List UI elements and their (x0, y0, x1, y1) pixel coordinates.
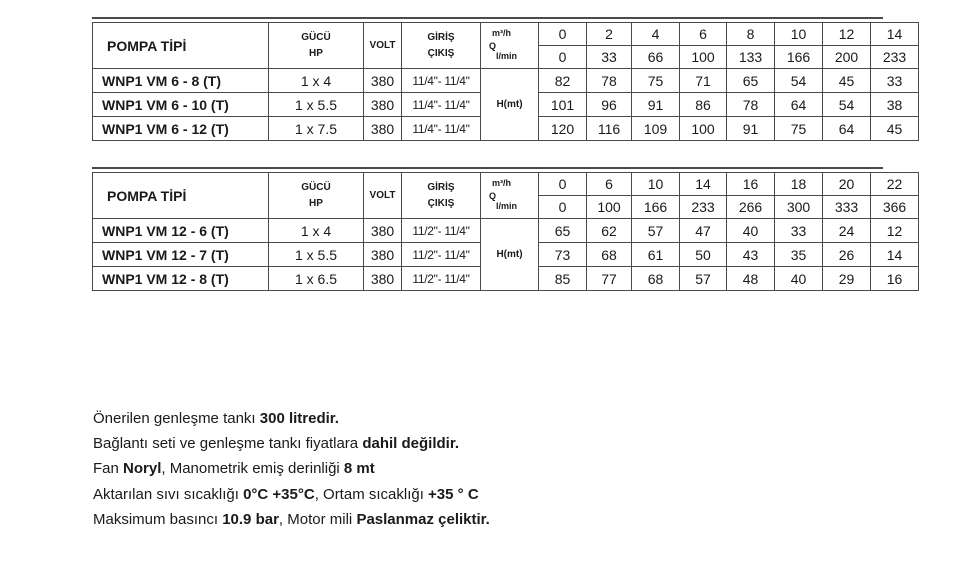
head-value-cell: 57 (680, 267, 727, 291)
flow-m3h-cell: 6 (587, 173, 632, 196)
connection-cell: 11/2"- 11/4" (402, 219, 481, 243)
head-value-cell: 45 (823, 69, 871, 93)
flow-lmin-cell: 100 (587, 196, 632, 219)
head-value-cell: 65 (727, 69, 775, 93)
head-value-cell: 100 (680, 117, 727, 141)
giris-cikis-header (402, 23, 481, 69)
head-value-cell: 33 (775, 219, 823, 243)
head-value-cell: 33 (871, 69, 919, 93)
q-label: Q (489, 190, 497, 201)
power-cell: 1 x 5.5 (269, 243, 364, 267)
head-value-cell: 64 (823, 117, 871, 141)
note-emphasis: 300 litredir. (259, 410, 339, 427)
giris-label: GİRİŞ (427, 31, 455, 43)
note-line (93, 456, 490, 481)
head-value-cell: 68 (632, 267, 680, 291)
head-value-cell: 24 (823, 219, 871, 243)
note-text: Bağlantı seti ve genleşme tankı fiyatlara (93, 435, 363, 453)
flow-lmin-cell: 233 (680, 196, 727, 219)
note-line (93, 431, 490, 456)
head-value-cell: 43 (727, 243, 775, 267)
pompa-tipi-header: POMPA TİPİ (93, 23, 269, 69)
head-value-cell: 85 (539, 267, 587, 291)
head-value-cell: 29 (823, 267, 871, 291)
volt-header: VOLT (364, 23, 402, 69)
model-cell: WNP1 VM 12 - 6 (T) (93, 219, 269, 243)
table-row (93, 69, 919, 93)
head-value-cell: 54 (823, 93, 871, 117)
note-emphasis: +35 ° C (428, 485, 479, 503)
head-value-cell: 116 (587, 117, 632, 141)
head-value-cell: 61 (632, 243, 680, 267)
connection-cell: 11/2"- 11/4" (402, 267, 481, 291)
flow-lmin-cell: 0 (539, 46, 587, 69)
note-text: Önerilen genleşme tankı (93, 410, 260, 427)
flow-m3h-cell: 14 (871, 23, 919, 46)
note-emphasis: dahil değildir. (362, 435, 459, 453)
unit-lmin: l/min (496, 200, 518, 211)
head-value-cell: 78 (727, 93, 775, 117)
head-value-cell: 16 (871, 267, 919, 291)
giris-label: GİRİŞ (427, 181, 455, 193)
flow-m3h-cell: 8 (727, 23, 775, 46)
connection-cell: 11/4"- 11/4" (402, 69, 481, 93)
flow-m3h-cell: 12 (823, 23, 871, 46)
head-value-cell: 71 (680, 69, 727, 93)
head-value-cell: 26 (823, 243, 871, 267)
volt-cell: 380 (364, 69, 402, 93)
note-emphasis: Noryl (123, 460, 162, 478)
pompa-tipi-header: POMPA TİPİ (93, 173, 269, 219)
head-value-cell: 35 (775, 243, 823, 267)
note-text: Fan (93, 460, 124, 478)
table-1-top-rule (92, 17, 883, 19)
note-text: , Manometrik emiş derinliği (161, 460, 344, 478)
head-value-cell: 96 (587, 93, 632, 117)
pump-table-1-wrap (92, 17, 907, 141)
flow-unit-header (481, 173, 539, 219)
flow-lmin-cell: 233 (871, 46, 919, 69)
volt-cell: 380 (364, 117, 402, 141)
flow-lmin-cell: 100 (680, 46, 727, 69)
cikis-label: ÇIKIŞ (427, 47, 455, 59)
head-value-cell: 73 (539, 243, 587, 267)
giris-cikis-header (402, 173, 481, 219)
note-emphasis: 10.9 bar (222, 510, 279, 528)
flow-m3h-cell: 4 (632, 23, 680, 46)
head-value-cell: 54 (775, 69, 823, 93)
flow-lmin-cell: 133 (727, 46, 775, 69)
head-value-cell: 78 (587, 69, 632, 93)
power-cell: 1 x 4 (269, 219, 364, 243)
head-value-cell: 40 (727, 219, 775, 243)
head-value-cell: 68 (587, 243, 632, 267)
power-cell: 1 x 4 (269, 69, 364, 93)
table-row (93, 219, 919, 243)
hp-label: HP (309, 47, 323, 59)
flow-unit-header (481, 23, 539, 69)
flow-lmin-cell: 33 (587, 46, 632, 69)
head-value-cell: 62 (587, 219, 632, 243)
flow-m3h-cell: 6 (680, 23, 727, 46)
head-value-cell: 50 (680, 243, 727, 267)
model-cell: WNP1 VM 12 - 8 (T) (93, 267, 269, 291)
connection-cell: 11/4"- 11/4" (402, 93, 481, 117)
unit-m3h: m³/h (492, 27, 511, 38)
power-cell: 1 x 7.5 (269, 117, 364, 141)
flow-lmin-cell: 300 (775, 196, 823, 219)
note-line (93, 507, 490, 532)
pump-table-1 (92, 22, 919, 141)
head-value-cell: 75 (775, 117, 823, 141)
gucu-label: GÜCÜ (301, 181, 331, 193)
note-emphasis: Paslanmaz çeliktir. (356, 510, 490, 528)
flow-m3h-cell: 16 (727, 173, 775, 196)
gucu-header (269, 23, 364, 69)
pump-table-2-wrap (92, 167, 907, 291)
unit-lmin: l/min (496, 50, 518, 61)
flow-m3h-cell: 0 (539, 173, 587, 196)
flow-lmin-cell: 266 (727, 196, 775, 219)
flow-m3h-cell: 2 (587, 23, 632, 46)
model-cell: WNP1 VM 6 - 10 (T) (93, 93, 269, 117)
flow-lmin-cell: 366 (871, 196, 919, 219)
head-value-cell: 38 (871, 93, 919, 117)
head-value-cell: 57 (632, 219, 680, 243)
flow-m3h-cell: 18 (775, 173, 823, 196)
head-value-cell: 75 (632, 69, 680, 93)
head-value-cell: 91 (727, 117, 775, 141)
head-label: H(mt) (481, 219, 539, 291)
note-text: Aktarılan sıvı sıcaklığı (93, 485, 244, 503)
unit-m3h: m³/h (492, 177, 511, 188)
note-text: , Motor mili (278, 510, 357, 528)
flow-lmin-cell: 0 (539, 196, 587, 219)
note-text: Maksimum basıncı (93, 510, 223, 528)
head-value-cell: 40 (775, 267, 823, 291)
model-cell: WNP1 VM 6 - 8 (T) (93, 69, 269, 93)
power-cell: 1 x 5.5 (269, 93, 364, 117)
head-value-cell: 14 (871, 243, 919, 267)
note-emphasis: 8 mt (343, 460, 375, 478)
flow-m3h-cell: 0 (539, 23, 587, 46)
pump-table-2 (92, 172, 919, 291)
flow-m3h-cell: 14 (680, 173, 727, 196)
volt-header: VOLT (364, 173, 402, 219)
spec-notes (93, 406, 490, 532)
flow-lmin-cell: 166 (632, 196, 680, 219)
gucu-header (269, 173, 364, 219)
gucu-label: GÜCÜ (301, 31, 331, 43)
head-value-cell: 48 (727, 267, 775, 291)
volt-cell: 380 (364, 219, 402, 243)
volt-cell: 380 (364, 243, 402, 267)
header-row (93, 173, 919, 196)
flow-m3h-cell: 20 (823, 173, 871, 196)
head-value-cell: 91 (632, 93, 680, 117)
table-2-top-rule (92, 167, 883, 169)
head-value-cell: 101 (539, 93, 587, 117)
volt-cell: 380 (364, 93, 402, 117)
flow-m3h-cell: 22 (871, 173, 919, 196)
flow-lmin-cell: 200 (823, 46, 871, 69)
q-label: Q (489, 40, 497, 51)
head-value-cell: 45 (871, 117, 919, 141)
note-line (93, 482, 490, 507)
hp-label: HP (309, 197, 323, 209)
head-value-cell: 82 (539, 69, 587, 93)
flow-lmin-cell: 333 (823, 196, 871, 219)
flow-m3h-cell: 10 (775, 23, 823, 46)
head-value-cell: 120 (539, 117, 587, 141)
model-cell: WNP1 VM 6 - 12 (T) (93, 117, 269, 141)
note-text: , Ortam sıcaklığı (314, 485, 429, 503)
connection-cell: 11/2"- 11/4" (402, 243, 481, 267)
head-value-cell: 47 (680, 219, 727, 243)
header-row (93, 23, 919, 46)
head-label: H(mt) (481, 69, 539, 141)
flow-lmin-cell: 166 (775, 46, 823, 69)
flow-lmin-cell: 66 (632, 46, 680, 69)
head-value-cell: 65 (539, 219, 587, 243)
note-line (93, 406, 490, 431)
volt-cell: 380 (364, 267, 402, 291)
head-value-cell: 77 (587, 267, 632, 291)
head-value-cell: 12 (871, 219, 919, 243)
note-emphasis: 0°C +35°C (243, 485, 315, 503)
flow-m3h-cell: 10 (632, 173, 680, 196)
model-cell: WNP1 VM 12 - 7 (T) (93, 243, 269, 267)
head-value-cell: 86 (680, 93, 727, 117)
head-value-cell: 109 (632, 117, 680, 141)
power-cell: 1 x 6.5 (269, 267, 364, 291)
cikis-label: ÇIKIŞ (427, 197, 455, 209)
connection-cell: 11/4"- 11/4" (402, 117, 481, 141)
head-value-cell: 64 (775, 93, 823, 117)
